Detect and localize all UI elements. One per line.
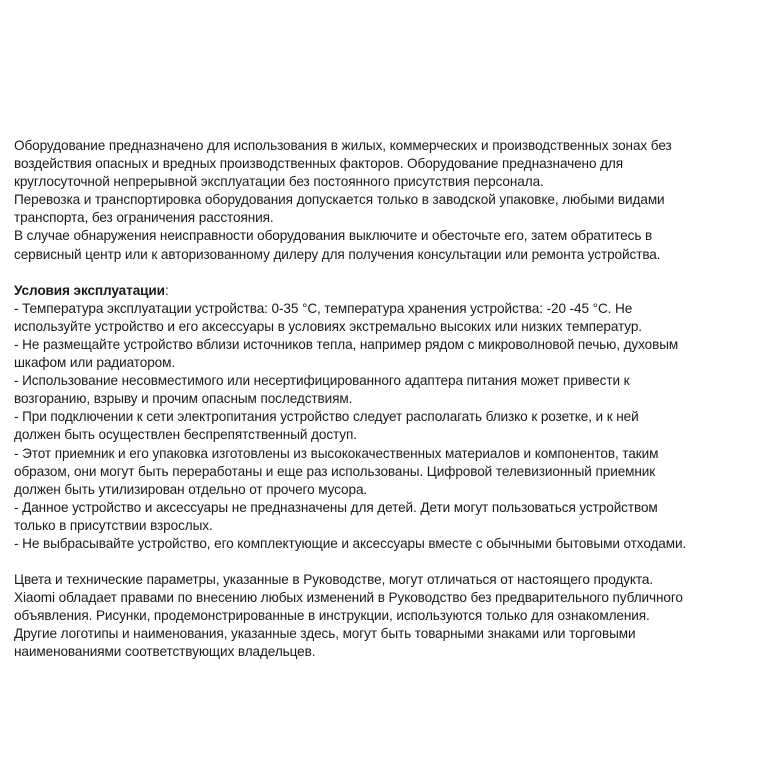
intro-section [14, 137, 770, 264]
text-line: Цвета и технические параметры, указанные в Руководстве, могут отличаться от настоящего продукта. [14, 572, 654, 588]
text-line: должен быть утилизирован отдельно от прочего мусора. [14, 481, 368, 497]
text-line: В случае обнаружения неисправности оборудования выключите и обесточьте его, затем обратитесь в [14, 228, 653, 244]
text-line: - Использование несовместимого или несертифицированного адаптера питания может привести к [14, 373, 630, 389]
text-line: только в присутствии взрослых. [14, 517, 213, 533]
outro-section [14, 571, 770, 661]
text-line: Xiaomi обладает правами по внесению любых изменений в Руководство без предварительного публичного [14, 590, 683, 606]
paragraph-spacer [14, 553, 770, 571]
text-line: - Не размещайте устройство вблизи источников тепла, например рядом с микроволновой печью, духовым [14, 336, 679, 352]
text-line: - Не выбрасывайте устройство, его комплектующие и аксессуары вместе с обычными бытовыми отходами. [14, 535, 687, 551]
text-line: - Температура эксплуатации устройства: 0-35 °C, температура хранения устройства: -20 -45 °C. Не [14, 300, 633, 316]
text-line: шкафом или радиатором. [14, 355, 176, 371]
text-line: должен быть осуществлен беспрепятственный доступ. [14, 427, 357, 443]
conditions-heading: Условия эксплуатации [14, 282, 165, 298]
conditions-heading-colon: : [164, 282, 169, 298]
conditions-heading-line [14, 282, 770, 300]
conditions-section [14, 282, 770, 553]
text-line: сервисный центр или к авторизованному дилеру для получения консультации или ремонта устройства. [14, 246, 661, 262]
text-line: объявления. Рисунки, продемонстрированные в инструкции, используются только для ознакомления. [14, 608, 650, 624]
text-line: круглосуточной непрерывной эксплуатации без постоянного присутствия персонала. [14, 174, 544, 190]
text-line: воздействия опасных и вредных производственных факторов. Оборудование предназначено для [14, 156, 624, 172]
text-line: используйте устройство и его аксессуары в условиях экстремально высоких или низких температур. [14, 318, 642, 334]
text-line: Перевозка и транспортировка оборудования допускается только в заводской упаковке, любыми видами [14, 192, 665, 208]
text-line: транспорта, без ограничения расстояния. [14, 210, 274, 226]
text-line: - Данное устройство и аксессуары не предназначены для детей. Дети могут пользоваться устройством [14, 499, 658, 515]
text-line: образом, они могут быть переработаны и еще раз использованы. Цифровой телевизионный приемник [14, 463, 656, 479]
document-body [14, 137, 770, 662]
paragraph-spacer [14, 264, 770, 282]
text-line: Оборудование предназначено для использования в жилых, коммерческих и производственных зонах без [14, 138, 672, 153]
text-line: - Этот приемник и его упаковка изготовлены из высококачественных материалов и компонентов, таким [14, 445, 659, 461]
text-line: - При подключении к сети электропитания устройство следует располагать близко к розетке, и к ней [14, 409, 639, 425]
text-line: наименованиями соответствующих владельцев. [14, 644, 316, 660]
text-line: Другие логотипы и наименования, указанные здесь, могут быть товарными знаками или торговыми [14, 626, 636, 642]
text-line: возгоранию, взрыву и прочим опасным последствиям. [14, 391, 353, 407]
